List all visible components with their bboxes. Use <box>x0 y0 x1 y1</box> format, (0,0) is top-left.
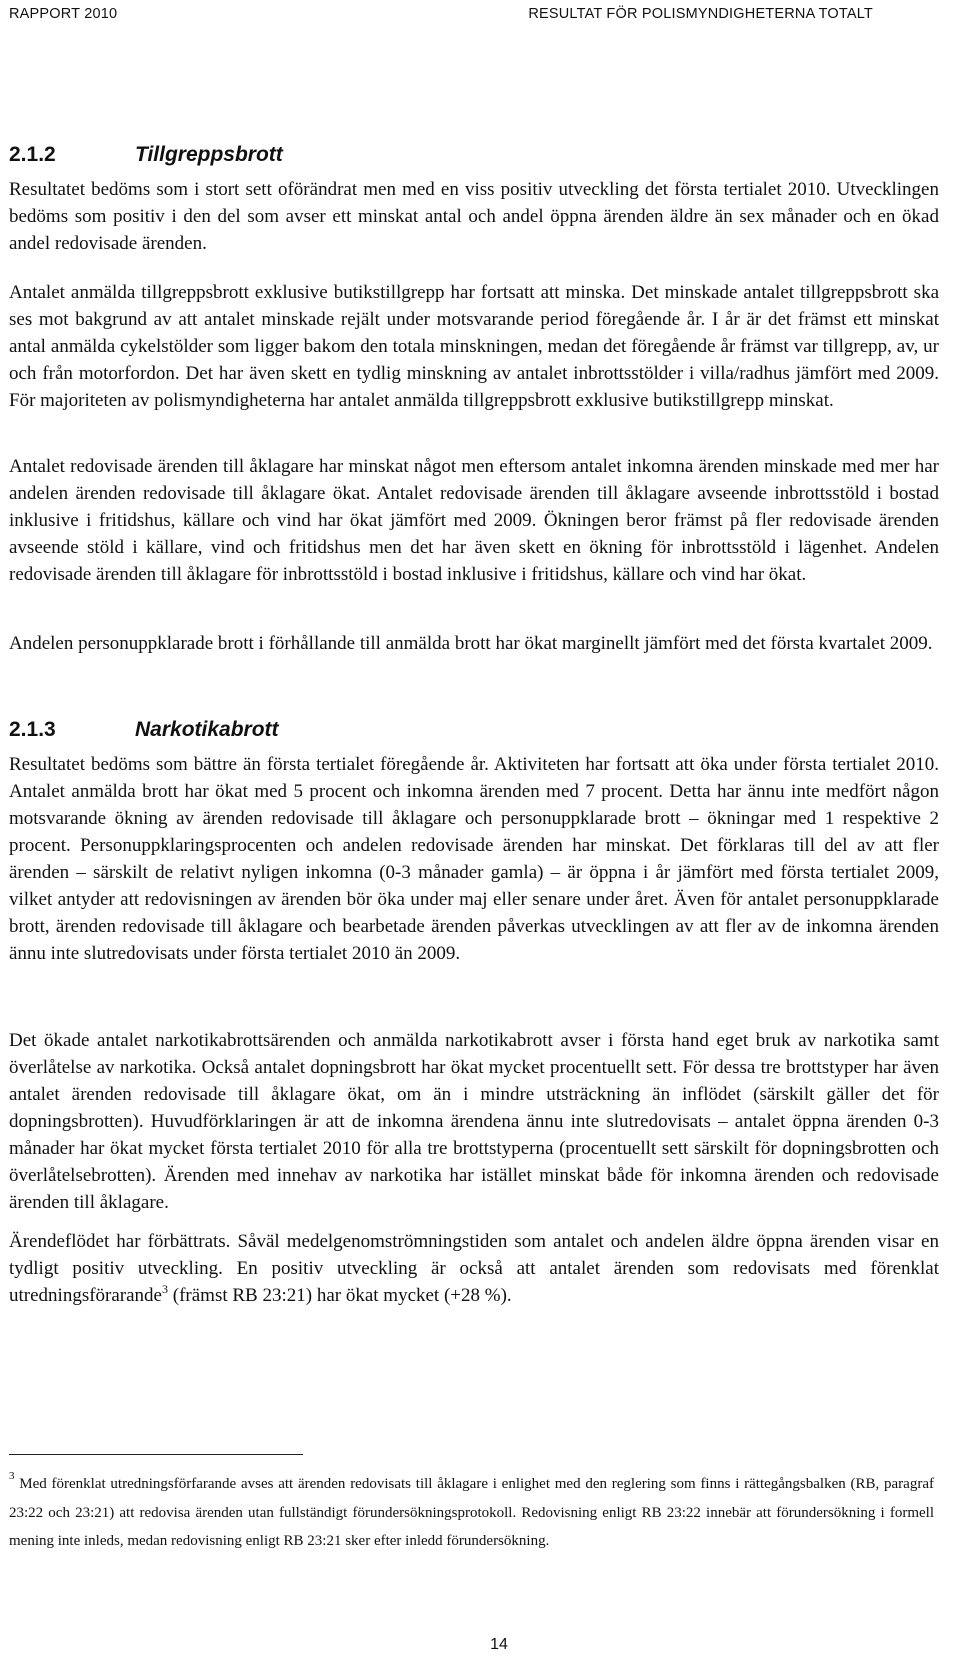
paragraph: Antalet redovisade ärenden till åklagare har minskat något men eftersom antalet inkomna ärenden minskade med mer har andelen ärenden redovisade till åklagare ökat. Antalet redovisade ärenden till åklagare avseende inbrottsstöld i bostad inklusive i fritidshus, källare och vind har ökat jämfört med 2009. Ökningen beror främst på fler redovisade ärenden avseende stöld i källare, vind och fritidshus men det har även skett en ökning för inbrottsstöld i lägenhet. Andelen redovisade ärenden till åklagare för inbrottsstöld i bostad inklusive i fritidshus, källare och vind har ökat. <box>9 456 939 585</box>
paragraph-text: (främst RB 23:21) har ökat mycket (+28 %). <box>168 1285 512 1306</box>
footnote-reference: 3 <box>162 1281 168 1296</box>
section-title: Narkotikabrott <box>135 718 279 741</box>
paragraph: Resultatet bedöms som bättre än första tertialet föregående år. Aktiviteten har fortsatt att öka under första tertialet 2010. Antalet anmälda brott har ökat med 5 procent och inkomna ärenden med 7 procent. Detta har ännu inte medfört någon motsvarande ökning av ärenden redovisade till åklagare och personuppklarade brott – ökningar med 1 respektive 2 procent. Personuppklaringsprocenten och andelen redovisade ärenden har minskat. Det förklaras till del av att fler ärenden – särskilt de relativt nyligen inkomna (0-3 månader gamla) – är öppna i år jämfört med första tertialet 2009, vilket antyder att redovisningen av ärenden bör öka under maj eller senare under året. Även för antalet personuppklarade brott, ärenden redovisade till åklagare och bearbetade ärenden påverkas utvecklingen av att fler av de inkomna ärenden ännu inte slutredovisats under första tertialet 2010 än 2009. <box>9 754 939 964</box>
section-heading-narkotikabrott <box>9 717 279 743</box>
paragraph: Resultatet bedöms som i stort sett oförändrat men med en viss positiv utveckling det första tertialet 2010. Utvecklingen bedöms som positiv i den del som avser ett minskat antal och andel öppna ärenden äldre än sex månader och en ökad andel redovisade ärenden. <box>9 179 939 254</box>
paragraph: Antalet anmälda tillgreppsbrott exklusive butikstillgrepp har fortsatt att minska. Det minskade antalet tillgreppsbrott ska ses mot bakgrund av att antalet minskade rejält under motsvarande period föregående år. I år är det främst ett minskat antal anmälda cykelstölder som ligger bakom den totala minskningen, medan det föregående år främst var tillgrepp, av, ur och från motorfordon. Det har även skett en tydlig minskning av antalet inbrottsstölder i villa/radhus jämfört med 2009. För majoriteten av polismyndigheterna har antalet anmälda tillgreppsbrott exklusive butikstillgrepp minskat. <box>9 282 939 411</box>
section-heading-tillgreppsbrott <box>9 142 283 168</box>
page-number: 14 <box>490 1636 508 1653</box>
section-title: Tillgreppsbrott <box>135 143 283 166</box>
paragraph <box>9 1228 939 1309</box>
section-number: 2.1.3 <box>9 718 56 741</box>
section-number: 2.1.2 <box>9 143 56 166</box>
footnote <box>9 1470 934 1556</box>
footnote-text: Med förenklat utredningsförfarande avses att ärenden redovisats till åklagare i enlighet med den reglering som finns i rättegångsbalken (RB, paragraf 23:22 och 23:21) att redovisa ärenden utan fullständigt förundersökningsprotokoll. Redovisning enligt RB 23:22 innebär att förundersökning i formell mening inte inleds, medan redovisning enligt RB 23:21 sker efter inledd förundersökning. <box>9 1476 934 1549</box>
paragraph: Det ökade antalet narkotikabrottsärenden och anmälda narkotikabrott avser i första hand eget bruk av narkotika samt överlåtelse av narkotika. Också antalet dopningsbrott har ökat mycket procentuellt sett. För dessa tre brottstyper har även antalet ärenden redovisade till åklagare ökat, om än i mindre utsträckning än inflödet (särskilt gäller det för dopningsbrotten). Huvudförklaringen är att de inkomna ärendena ännu inte slutredovisats – antalet öppna ärenden 0-3 månader har ökat mycket första tertialet 2010 för alla tre brottstyperna (procentuellt sett särskilt för dopningsbrotten och överlåtelsebrotten). Ärenden med innehav av narkotika har istället minskat både för inkomna ärenden och redovisade ärenden till åklagare. <box>9 1030 939 1213</box>
running-header <box>0 6 960 26</box>
footnote-divider <box>9 1454 303 1455</box>
paragraph-text: Ärendeflödet har förbättrats. Såväl medelgenomströmningstiden som antalet och andelen äldre öppna ärenden visar en tydligt positiv utveckling. En positiv utveckling är också att antalet ärenden som redovisats med förenklat utredningsförarande <box>9 1231 939 1306</box>
paragraph: Andelen personuppklarade brott i förhållande till anmälda brott har ökat marginellt jämfört med det första kvartalet 2009. <box>9 633 933 654</box>
report-label: RAPPORT 2010 <box>9 6 118 22</box>
footnote-marker: 3 <box>9 1470 15 1482</box>
chapter-label: RESULTAT FÖR POLISMYNDIGHETERNA TOTALT <box>528 6 873 22</box>
